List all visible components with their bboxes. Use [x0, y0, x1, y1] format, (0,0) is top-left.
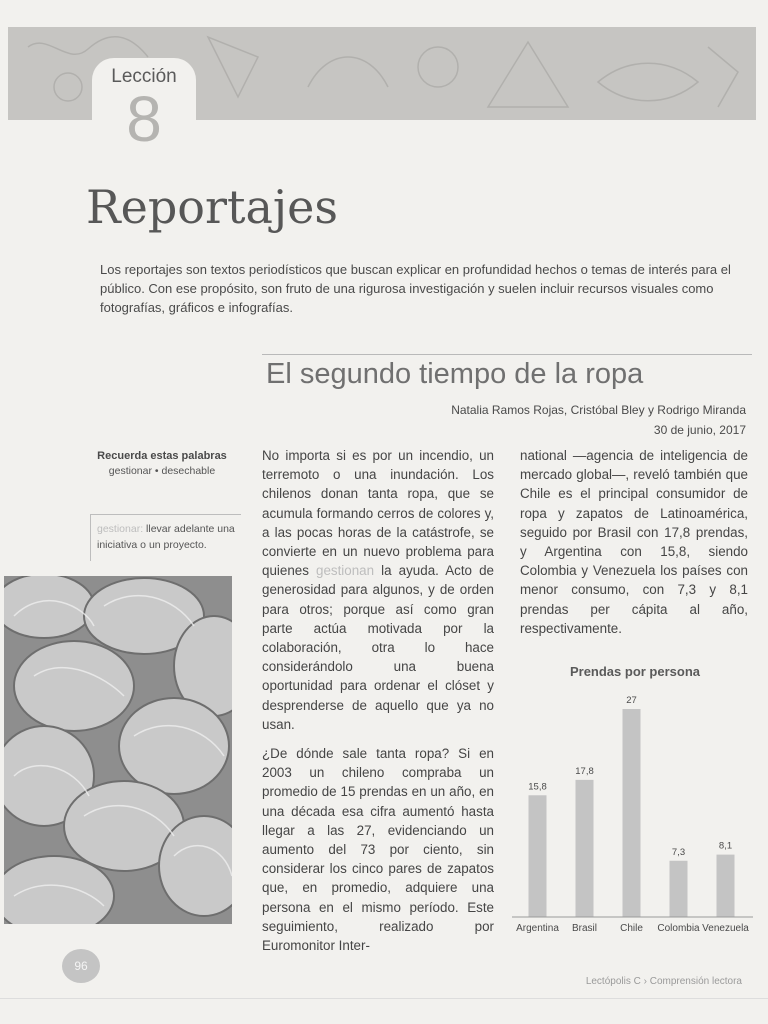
- chart-title: Prendas por persona: [569, 664, 701, 679]
- article-paragraph-2: ¿De dónde sale tanta ropa? Si en 2003 un chileno compraba un promedio de 15 prendas en un año, en una década esa cifra aumentó hasta llegar a las 27, evidenciando un aumento del 73 por ciento, sin considerar los cinco pares de zapatos que, en promedio, adquiere una persona en el mismo período. Este seguimiento, realizado por Euromonitor Inter-: [262, 746, 494, 954]
- category-label-argentina: Argentina: [516, 923, 559, 934]
- category-label-colombia: Colombia: [657, 923, 700, 934]
- value-label-chile: 27: [626, 695, 637, 706]
- article-paragraph-1: [262, 446, 494, 734]
- definition-term: gestionar:: [97, 523, 144, 535]
- article-column-2: [520, 446, 748, 648]
- article-paragraph-3: national —agencia de inteligencia de mercado global—, reveló también que Chile es el principal consumidor de ropa y zapatos de Latinoamérica, seguido por Brasil con 17,8 prendas, y Argentina con 15,8, siendo Colombia y Venezuela los países con menor consumo, con 7,3 y 8,1 prendas per cápita al año, respectivamente.: [520, 448, 748, 636]
- footer-divider: [0, 998, 768, 999]
- highlighted-term: gestionan: [316, 563, 375, 579]
- value-label-venezuela: 8,1: [718, 840, 733, 852]
- bar-brasil: [576, 780, 594, 917]
- article-authors: Natalia Ramos Rojas, Cristóbal Bley y Rodrigo Miranda: [451, 403, 746, 417]
- clothing-bags-photo: [4, 576, 232, 924]
- value-label-colombia: 7,3: [671, 846, 686, 858]
- bar-chile: [623, 709, 641, 917]
- bar-colombia: [670, 861, 688, 917]
- category-label-chile: Chile: [620, 923, 643, 934]
- category-label-brasil: Brasil: [571, 923, 598, 934]
- lesson-number: 8: [126, 83, 162, 155]
- bar-chart: [510, 690, 755, 940]
- photo-illustration: [4, 576, 232, 924]
- vocabulary-words: gestionar • desechable: [108, 465, 216, 477]
- byline: [451, 400, 746, 440]
- title-rule: [262, 354, 752, 355]
- vocabulary-title: Recuerda estas palabras: [97, 450, 227, 462]
- page-number: 96: [62, 949, 100, 983]
- definition-text: llevar adelante una iniciativa o un proyecto.: [97, 523, 235, 551]
- definition-note: [90, 514, 241, 561]
- article-title: El segundo tiempo de la ropa: [266, 358, 644, 390]
- lesson-tab: [92, 58, 196, 158]
- lesson-title: Reportajes: [86, 180, 338, 234]
- category-label-venezuela: Venezuela: [702, 923, 749, 934]
- value-label-brasil: 17,8: [575, 765, 594, 777]
- bar-venezuela: [717, 855, 735, 917]
- paragraph-1-end: la ayuda. Acto de generosidad para algunos, y de orden para otros; porque así como gran parte actúa motivada por la colaboración, otra lo hace considerándolo una buena oportunidad para ordenar el clóset y desprenderse de aquello que ya no usan.: [262, 563, 494, 732]
- lesson-label: Lección: [111, 66, 177, 87]
- intro-paragraph: Los reportajes son textos periodísticos que buscan explicar en profundidad hechos o temas de interés para el público. Con ese propósito, son fruto de una rigurosa investigación y suelen incluir recursos visuales como fotografías, gráficos e infografías.: [100, 262, 731, 315]
- article-date: 30 de junio, 2017: [653, 423, 746, 437]
- footer-series: Lectópolis C › Comprensión lectora: [585, 976, 742, 987]
- value-label-argentina: 15,8: [528, 781, 547, 793]
- paragraph-1-start: No importa si es por un incendio, un terremoto o una inundación. Los chilenos donan tanta ropa, que se acumula formando cerros de colores y, a las pocas horas de la catástrofe, se convierte en un nuevo problema para quienes: [262, 448, 494, 579]
- bar-argentina: [529, 795, 547, 917]
- article-column-1: [262, 446, 494, 965]
- vocabulary-box: [90, 450, 234, 477]
